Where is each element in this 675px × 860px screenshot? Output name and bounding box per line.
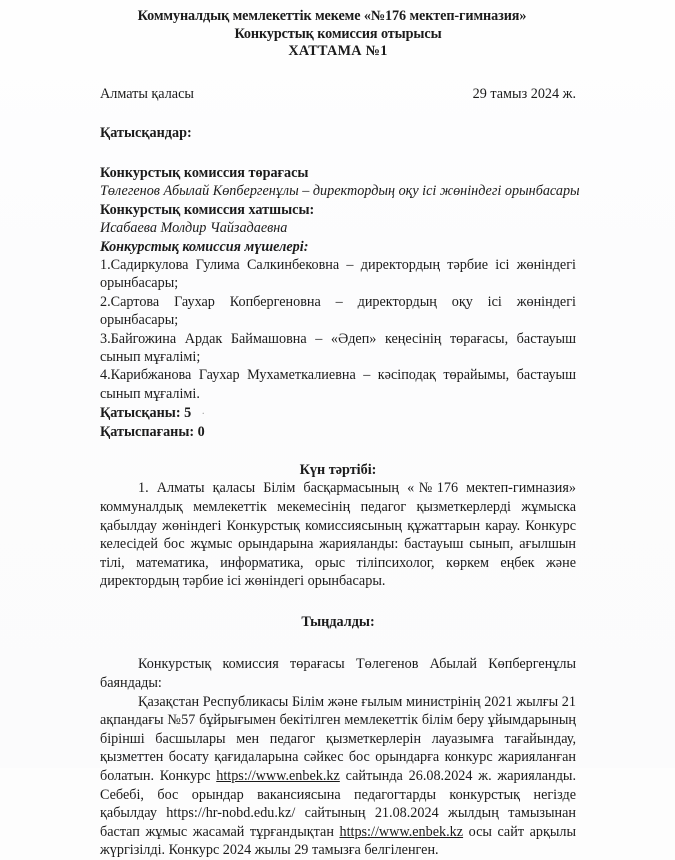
title-line-institution: Коммуналдық мемлекеттік мекеме «№176 мектеп-гимназия» [137,8,527,24]
heard-body-part-2: сайтында 26.08.2024 ж. жарияланды. Себебі, бос орындар вакансиясына педагогтарды конкурстық негізде қабылдау [100,768,576,822]
list-item: 2.Сартова Гаухар Копбергеновна – директордың оқу ісі жөніндегі орынбасары; [100,293,576,329]
date-label: 29 тамыз 2024 ж. [472,85,576,102]
list-item: 3.Байгожина Ардак Баймашовна – «Әдеп» кеңесінің төрағасы, бастауыш сынып мұғалімі; [100,330,576,366]
heard-body-part-1: Қазақстан Республикасы Білім және ғылым министрінің 2021 жылғы 21 ақпандағы №57 бұйрығымен бекітілген мемлекеттік білім беру ұйымдарының бірінші басшылары мен педагог қызметкерлерін лауазымға тағайындау, қызметтен босату қағидаларына сәйкес бос орындарға конкурс жарияланған болатын. Конкурс [100,693,576,785]
attendance-counts [100,404,576,441]
heard-body-part-3: сайтының 21.08.2024 жылдың тамызынан бастап жұмыс жасамай тұрғандықтан [100,805,576,840]
heard-intro: Конкурстық комиссия төрағасы Төлегенов Абылай Көпбергенұлы баяндады: [100,656,576,692]
heard-body-part-4: осы сайт арқылы жүргізілді. Конкурс 2024 жылы 29 тамызға белгіленген. [100,823,577,859]
present-count [100,404,576,422]
chair-name: Төлегенов Абылай Көпбергенұлы – директордың оқу ісі жөніндегі орынбасары [100,183,580,200]
heard-heading: Тыңдалды: [301,614,375,631]
city-date-row [100,85,576,103]
title-line-protocol: ХАТТАМА №1 [288,43,388,60]
secretary-name: Исабаева Молдир Чайзадаевна [100,220,288,237]
present-count-mark: · [201,406,206,421]
agenda-heading: Күн тәртібі: [299,462,377,479]
attendance-roles [100,164,580,403]
present-count-label: Қатысқаны: 5 [100,405,192,422]
city-label: Алматы қаласы [100,85,194,102]
enbek-link-second[interactable]: https://www.enbek.kz [339,823,464,840]
list-item: 1.Садиркулова Гулима Салкинбековна – директордың тәрбие ісі жөніндегі орынбасары; [100,257,576,292]
attendance-label: Қатысқандар: [100,124,192,141]
absent-count: Қатыспағаны: 0 [100,423,205,440]
secretary-role-heading: Конкурстық комиссия хатшысы: [100,201,315,218]
document-title [100,8,576,61]
members-heading: Конкурстық комиссия мүшелері: [100,238,309,255]
title-line-meeting: Конкурстық комиссия отырысы [234,25,442,42]
heard-body [100,693,576,860]
enbek-link-first[interactable]: https://www.enbek.kz [216,768,340,785]
chair-role-heading: Конкурстық комиссия төрағасы [100,164,309,181]
agenda-text: 1. Алматы қаласы Білім басқармасының «№176 мектеп-гимназия» коммуналдық мемлекеттік мекемесінің педагог қызметкерлерді жұмыска қабылдау жөніндегі Конкурстық комиссиясының құжаттарын карау. Конкурс келесідей бос жұмыс орындарына жарияланды: бастауыш сынып, ағылшын тілі, математика, информатика, орыс тіліпсихолог, көркем еңбек және директордың тәрбие ісі жөніндегі орынбасары. [100,480,576,590]
list-item: 4.Карибжанова Гаухар Мухаметкалиевна – кәсіподақ төрайымы, бастауыш сынып мұғалімі. [100,367,576,402]
hr-nobd-link[interactable]: https://hr-nobd.edu.kz/ [166,805,296,822]
